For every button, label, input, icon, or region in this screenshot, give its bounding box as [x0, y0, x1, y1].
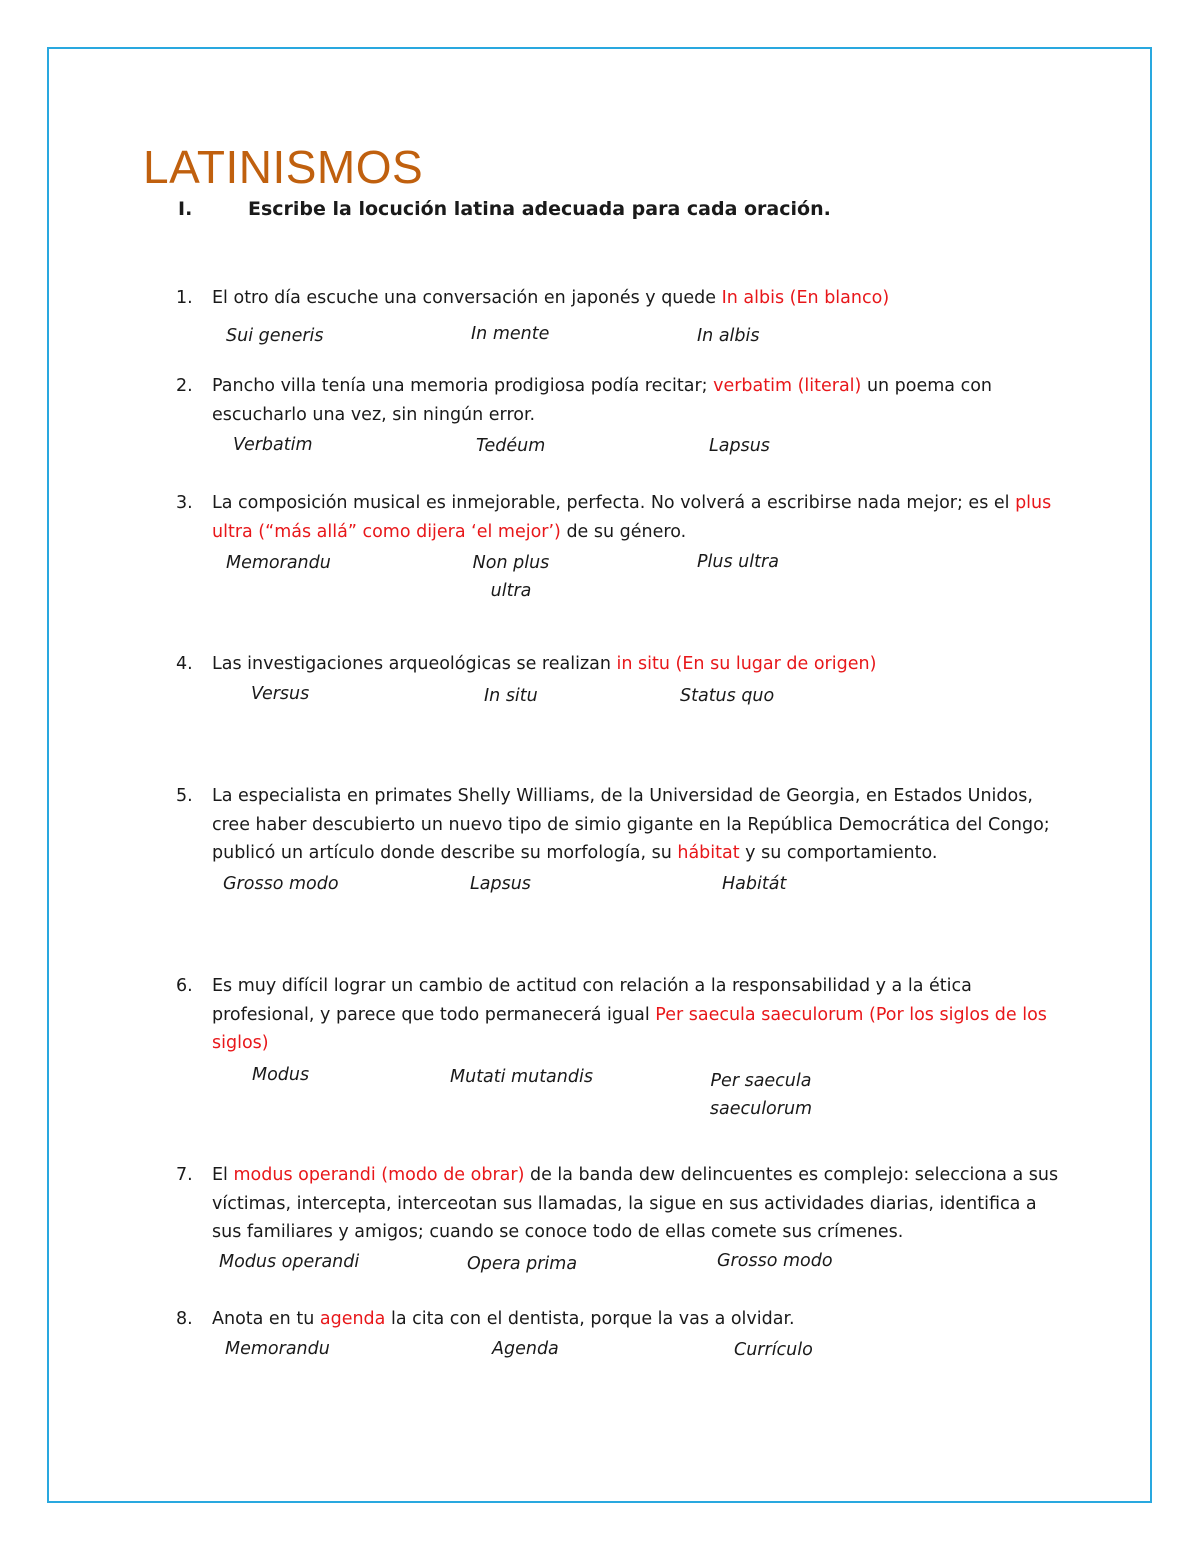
- question-text-before: El otro día escuche una conversación en japonés y quede: [212, 288, 722, 308]
- option: Mutati mutandis: [450, 1067, 593, 1087]
- option: Versus: [251, 684, 310, 704]
- question-text-after: y su comportamiento.: [739, 843, 938, 863]
- option: Opera prima: [467, 1254, 578, 1274]
- question-answer: verbatim (literal): [713, 376, 862, 396]
- question-answer: in situ (En su lugar de origen): [616, 654, 877, 674]
- option: Lapsus: [709, 436, 770, 456]
- option: Plus ultra: [697, 552, 779, 572]
- page-title: LATINISMOS: [143, 141, 424, 193]
- question-answer: In albis (En blanco): [721, 288, 890, 308]
- question-answer: agenda: [319, 1309, 386, 1329]
- option: Habitát: [722, 874, 787, 894]
- question-text-before: La composición musical es inmejorable, perfecta. No volverá a escribirse nada mejor; es el: [212, 493, 1016, 513]
- question-text: [212, 972, 1062, 1058]
- question-text-after: de su género.: [560, 521, 687, 542]
- question-text-after: un poema con escucharlo una vez, sin ningún error.: [212, 376, 993, 425]
- option: Modus operandi: [219, 1252, 360, 1272]
- question-text: [212, 782, 1062, 868]
- option: Sui generis: [226, 326, 324, 346]
- question-answer: hábitat: [677, 843, 740, 863]
- question-text-after: la cita con el dentista, porque la vas a olvidar.: [385, 1309, 795, 1329]
- option: In mente: [471, 324, 550, 344]
- question-text-after: de la banda dew delincuentes es complejo: selecciona a sus víctimas, intercepta, interceotan sus llamadas, la sigue en sus actividades diarias, identifica a sus familiares y amigos; cuando se conoce todo de ellas comete sus crímenes.: [212, 1165, 1059, 1242]
- option: Verbatim: [233, 435, 313, 455]
- question-number: 4.: [176, 654, 193, 674]
- option: Per saecula saeculorum: [709, 1071, 813, 1119]
- option: Agenda: [492, 1339, 559, 1359]
- question-number: 2.: [176, 376, 193, 396]
- question-text: [212, 489, 1062, 546]
- question-text-before: Pancho villa tenía una memoria prodigiosa podía recitar;: [212, 376, 714, 396]
- question-text: [212, 1305, 1062, 1334]
- option: Tedéum: [476, 436, 546, 456]
- question-text: [212, 372, 1062, 429]
- question-number: 1.: [176, 288, 193, 308]
- option: In situ: [484, 686, 538, 706]
- option: Grosso modo: [717, 1251, 833, 1271]
- option: Grosso modo: [223, 874, 339, 894]
- question-text-before: Es muy difícil lograr un cambio de actitud con relación a la responsabilidad y a la ética profesional, y parece que todo permanecerá igual: [212, 976, 972, 1025]
- question-text-before: El: [212, 1165, 234, 1185]
- question-answer: Per saecula saeculorum (Por los siglos de los siglos): [212, 1004, 1047, 1053]
- question-number: 7.: [176, 1165, 193, 1185]
- section-instruction: Escribe la locución latina adecuada para cada oración.: [248, 198, 831, 220]
- option: Non plus ultra: [472, 553, 550, 601]
- question-number: 5.: [176, 786, 193, 806]
- option: Status quo: [680, 686, 775, 706]
- option: Lapsus: [470, 874, 531, 894]
- question-text: [212, 1161, 1062, 1247]
- question-text: [212, 650, 1062, 679]
- page-border: [47, 47, 1152, 1503]
- question-text: [212, 284, 1062, 313]
- option: Modus: [252, 1065, 310, 1085]
- option: Currículo: [734, 1340, 813, 1360]
- question-number: 3.: [176, 493, 193, 513]
- question-number: 6.: [176, 976, 193, 996]
- question-text-before: Anota en tu: [212, 1309, 320, 1329]
- question-text-before: La especialista en primates Shelly Williams, de la Universidad de Georgia, en Estados Unidos, cree haber descubierto un nuevo tipo de simio gigante en la República Democrática del Congo; publicó un artículo donde describe su morfología, su: [212, 786, 1050, 863]
- option: Memorandu: [226, 553, 331, 573]
- question-answer: modus operandi (modo de obrar): [233, 1165, 525, 1185]
- question-answer: plus ultra (“más allá” como dijera ‘el mejor’): [212, 493, 1052, 542]
- option: In albis: [697, 326, 760, 346]
- option: Memorandu: [225, 1339, 330, 1359]
- question-number: 8.: [176, 1309, 193, 1329]
- section-number: I.: [178, 198, 193, 220]
- question-text-before: Las investigaciones arqueológicas se realizan: [212, 654, 617, 674]
